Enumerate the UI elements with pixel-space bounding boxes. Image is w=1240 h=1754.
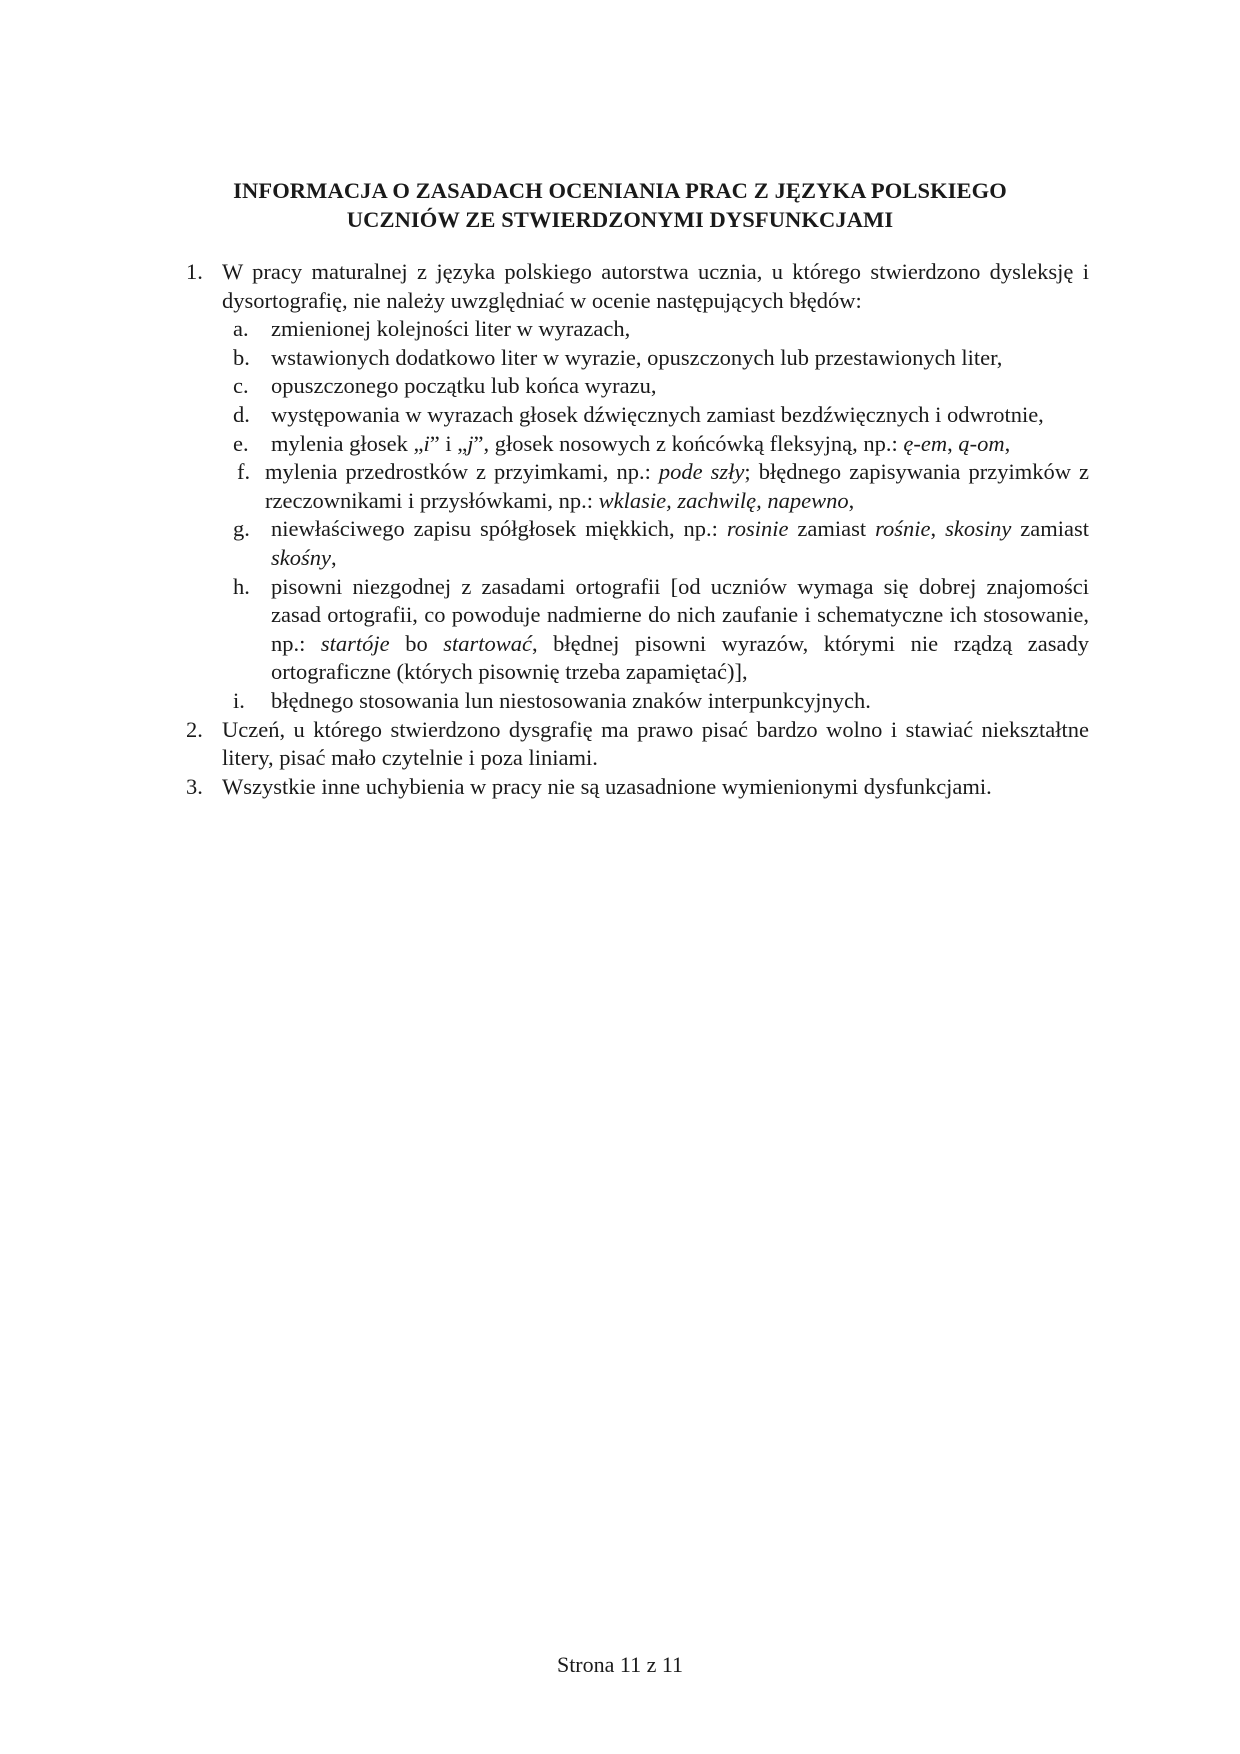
subitem-i	[186, 687, 1089, 716]
subitem-text: błędnego stosowania lun niestosowania znaków interpunkcyjnych.	[271, 687, 871, 713]
page-number: Strona 11 z 11	[556, 1652, 684, 1677]
subitem-letter: b.	[233, 344, 250, 370]
subitem-text-part: mylenia głosek „	[271, 430, 424, 456]
subitem-text-part: bo	[389, 630, 444, 656]
subitem-text-part: pisowni niezgodnej z zasadami ortografii [od uczniów wymaga się dobrej znajomości zasad ortografii, co powoduje nadmierne do nich zaufanie i schematyczne ich stosowanie, np.:	[271, 573, 1089, 656]
subitem-a	[186, 315, 1089, 344]
subitem-example: wklasie, zachwilę, napewno	[598, 487, 849, 513]
rule-item-2	[186, 716, 1089, 773]
subitem-example: pode szły	[658, 459, 745, 485]
rule-text: Uczeń, u którego stwierdzono dysgrafię ma prawo pisać bardzo wolno i stawiać niekształtne litery, pisać mało czytelnie i poza liniami.	[222, 716, 1089, 771]
subitem-text: wstawionych dodatkowo liter w wyrazie, opuszczonych lub przestawionych liter,	[271, 344, 1003, 370]
subitem-text-part: ,	[331, 544, 337, 570]
subitem-example: ę-em	[903, 430, 948, 456]
subitem-example: ą-om	[958, 430, 1005, 456]
subitem-letter: f.	[237, 459, 251, 485]
subitem-b	[186, 344, 1089, 373]
subitem-text-part: ,	[947, 430, 959, 456]
subitem-g	[186, 515, 1089, 572]
rule-number: 2.	[186, 716, 203, 742]
rules-list	[186, 258, 1089, 801]
subitem-example: startować	[443, 630, 532, 656]
subitem-h	[186, 573, 1089, 687]
subitem-f	[186, 458, 1089, 515]
rule-text: Wszystkie inne uchybienia w pracy nie są uzasadnione wymienionymi dysfunkcjami.	[222, 773, 992, 799]
rule-item-1	[186, 258, 1089, 315]
subitem-text-part: ”, głosek nosowych z końcówką fleksyjną, np.:	[473, 430, 904, 456]
subitem-letter: i.	[233, 687, 245, 713]
subitem-example: skosiny	[945, 516, 1012, 542]
title-line-2: UCZNIÓW ZE STWIERDZONYMI DYSFUNKCJAMI	[346, 207, 894, 232]
subitem-letter: a.	[233, 316, 249, 342]
subitem-example: rośnie	[875, 516, 931, 542]
rule-number: 3.	[186, 773, 203, 799]
subitem-letter: c.	[233, 373, 249, 399]
subitem-text-part: mylenia przedrostków z przyimkami, np.:	[265, 459, 659, 485]
subitem-letter: g.	[233, 516, 250, 542]
subitem-text-part: ,	[1004, 430, 1011, 456]
title-line-1: INFORMACJA O ZASADACH OCENIANIA PRAC Z JĘZYKA POLSKIEGO	[233, 178, 1007, 203]
subitem-text: opuszczonego początku lub końca wyrazu,	[271, 373, 657, 399]
rule-text: W pracy maturalnej z języka polskiego autorstwa ucznia, u którego stwierdzono dysleksję i dysortografię, nie należy uwzględniać w ocenie następujących błędów:	[222, 259, 1089, 313]
subitem-letter: d.	[233, 401, 250, 427]
subitem-text-part: ,	[930, 516, 946, 542]
subitem-letter: e.	[233, 430, 249, 456]
subitem-text-part: niewłaściwego zapisu spółgłosek miękkich, np.:	[271, 516, 727, 542]
subitem-example: startóje	[320, 630, 390, 656]
subitem-example: i	[423, 430, 430, 456]
subitem-text-part: ” i „	[429, 430, 468, 456]
subitem-text-part: zamiast	[1011, 516, 1089, 542]
subitem-text: zmienionej kolejności liter w wyrazach,	[271, 316, 631, 342]
subitem-text: występowania w wyrazach głosek dźwięcznych zamiast bezdźwięcznych i odwrotnie,	[271, 401, 1044, 427]
subitem-text-part: zamiast	[788, 516, 876, 542]
subitem-d	[186, 401, 1089, 430]
subitem-example: skośny	[271, 544, 331, 570]
subitem-text-part: ; błędnego zapisywania przyimków z rzeczownikami i przysłówkami, np.:	[265, 459, 1089, 513]
subitem-example: rosinie	[726, 516, 789, 542]
subitem-example: j	[467, 430, 474, 456]
subitem-c	[186, 372, 1089, 401]
subitem-text-part: , błędnej pisowni wyrazów, którymi nie rządzą zasady ortograficzne (których pisownię trzeba zapamiętać)],	[271, 630, 1090, 685]
subitem-e	[186, 430, 1089, 459]
rule-item-3	[186, 773, 1089, 802]
rule-number: 1.	[186, 259, 203, 284]
subitem-text-part: ,	[848, 487, 855, 513]
subitem-letter: h.	[233, 573, 250, 599]
document-title	[0, 176, 1240, 234]
